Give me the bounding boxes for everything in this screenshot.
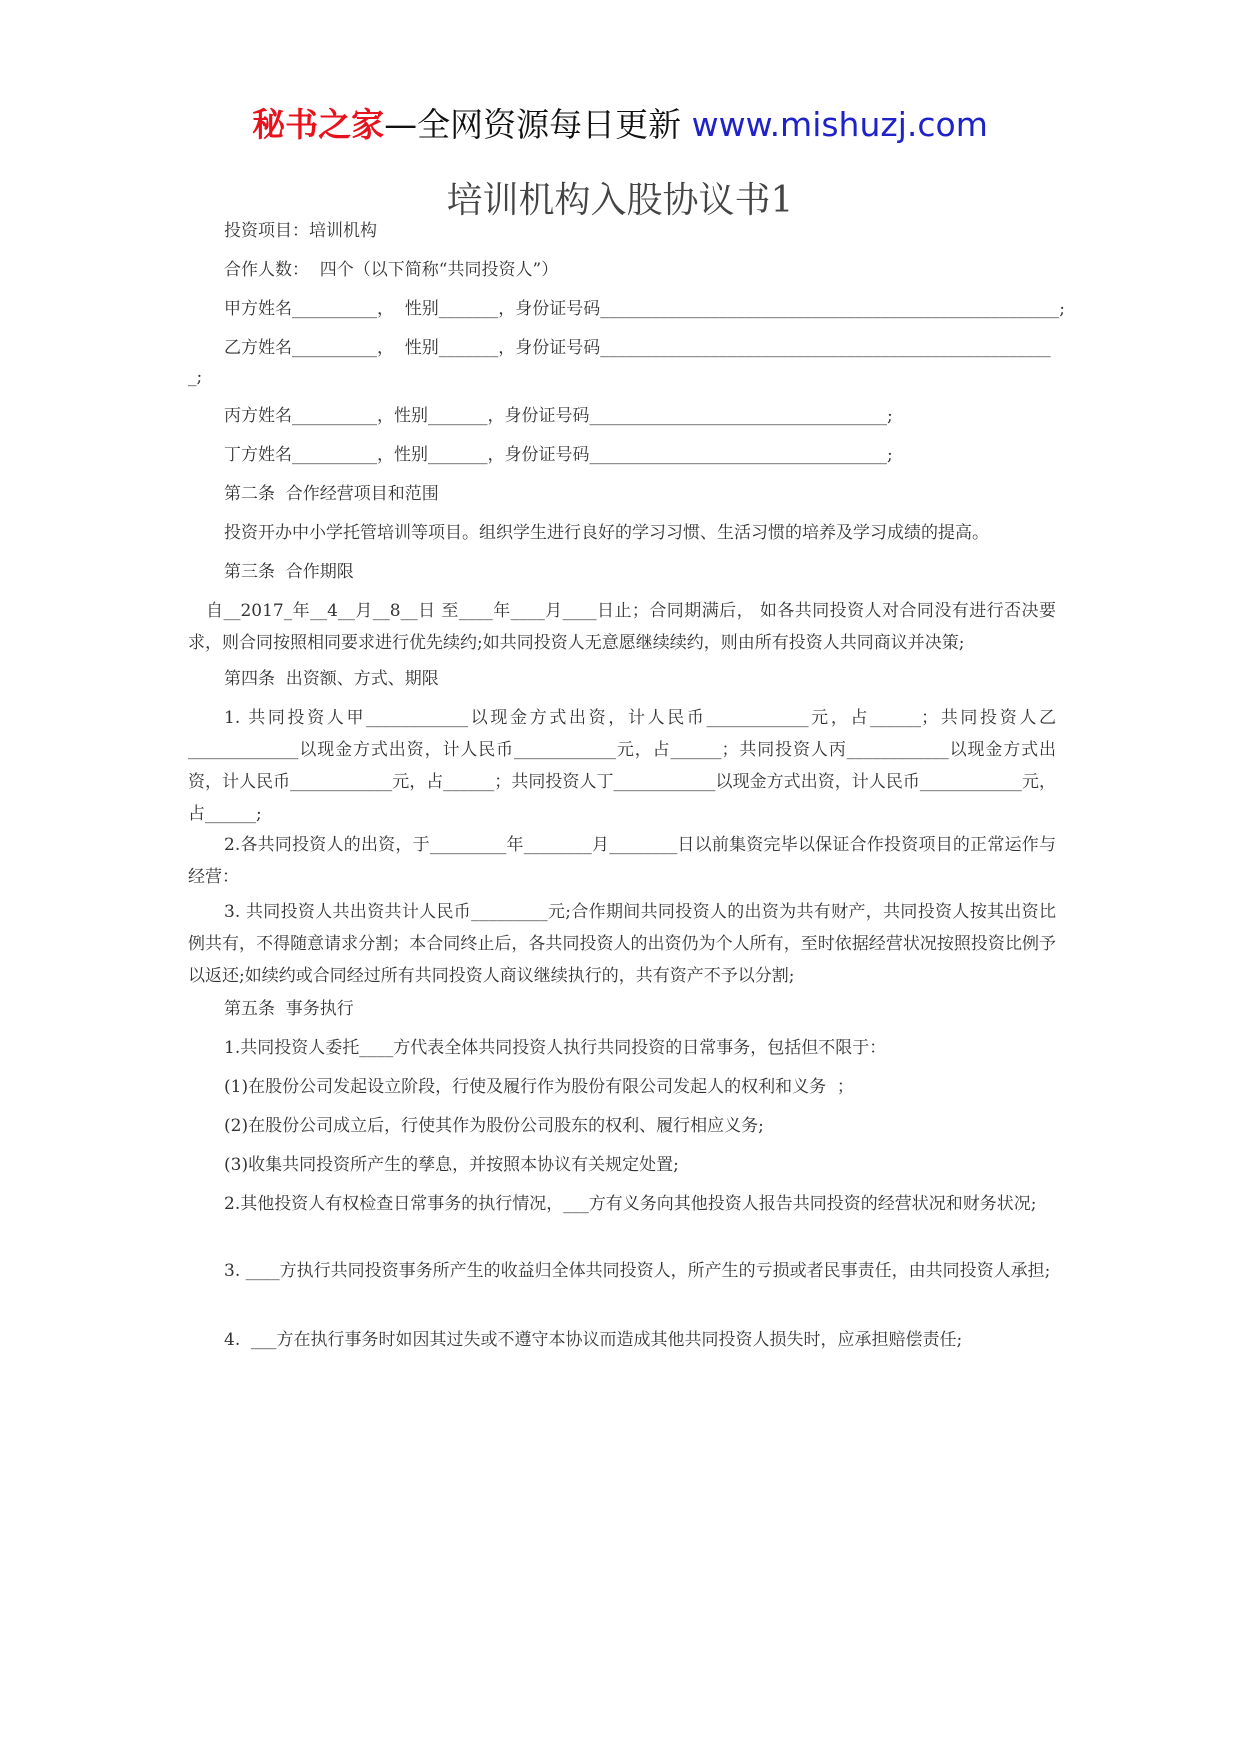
party-c-line: 丙方姓名__________，性别_______，身份证号码___________________________________; (224, 406, 893, 426)
article-5-clause-2: 2.其他投资人有权检查日常事务的执行情况，___方有义务向其他投资人报告共同投资的经营状况和财务状况; (224, 1194, 1037, 1214)
site-url-link[interactable]: www.mishuzj.com (691, 105, 988, 144)
article-5-clause-3: 3. ____方执行共同投资事务所产生的收益归全体共同投资人，所产生的亏损或者民事责任，由共同投资人承担; (224, 1261, 1051, 1281)
article-5-clause-1: 1.共同投资人委托____方代表全体共同投资人执行共同投资的日常事务，包括但不限于： (224, 1038, 887, 1058)
article-3-text: 自__2017_年__4__月__8__日 至____年____月____日止；合同期满后， 如各共同投资人对合同没有进行否决要求，则合同按照相同要求进行优先续约;如共同投资人无意愿继续续约，则由所有投资人共同商议并决策; (188, 601, 1056, 653)
investment-project: 投资项目：培训机构 (224, 221, 377, 241)
article-5-clause-4: 4. ___方在执行事务时如因其过失或不遵守本协议而造成其他共同投资人损失时，应承担赔偿责任; (224, 1330, 963, 1350)
article-4-heading: 第四条 出资额、方式、期限 (224, 669, 439, 689)
brand-name: 秘书之家 (252, 105, 385, 144)
article-3-heading: 第三条 合作期限 (224, 562, 354, 582)
document-title: 培训机构入股协议书1 (446, 180, 794, 221)
partner-count: 合作人数： 四个（以下简称“共同投资人”） (224, 260, 559, 280)
article-4-clause-3: 3. 共同投资人共出资共计人民币_________元;合作期间共同投资人的出资为共有财产，共同投资人按其出资比例共有，不得随意请求分割；本合同终止后，各共同投资人的出资仍为个人所有，至时依据经营状况按照投资比例予以返还;如续约或合同经过所有共同投资人商议继续执行的，共有资产不予以分割; (188, 902, 1056, 986)
article-5-item-3: (3)收集共同投资所产生的孳息，并按照本协议有关规定处置; (224, 1155, 679, 1175)
banner-slogan: —全网资源每日更新 (384, 105, 682, 144)
article-5-heading: 第五条 事务执行 (224, 999, 354, 1019)
article-5-item-1: (1)在股份公司发起设立阶段，行使及履行作为股份有限公司发起人的权利和义务 ； (224, 1077, 854, 1097)
article-2-text: 投资开办中小学托管培训等项目。组织学生进行良好的学习习惯、生活习惯的培养及学习成绩的提高。 (224, 523, 989, 543)
article-2-heading: 第二条 合作经营项目和范围 (224, 484, 439, 504)
party-b-line: 乙方姓名__________， 性别_______，身份证号码_____________________________________________________ (224, 338, 1051, 358)
party-d-line: 丁方姓名__________，性别_______，身份证号码___________________________________; (224, 445, 893, 465)
article-5-item-2: (2)在股份公司成立后，行使其作为股份公司股东的权利、履行相应义务; (224, 1116, 764, 1136)
party-b-line-tail: _; (188, 367, 203, 387)
site-banner (0, 100, 1240, 150)
article-4-clause-2: 2.各共同投资人的出资，于_________年________月________日以前集资完毕以保证合作投资项目的正常运作与经营： (188, 835, 1056, 887)
article-4-clause-1: 1. 共同投资人甲____________以现金方式出资，计人民币____________元，占______；共同投资人乙_____________以现金方式出资，计人民币____________元，占______；共同投资人丙____________以现金方式出资，计人民币____________元，占______；共同投资人丁____________以现金方式出资，计人民币____________元，占______; (188, 708, 1056, 824)
party-a-line: 甲方姓名__________， 性别_______，身份证号码______________________________________________________; (224, 299, 1066, 319)
